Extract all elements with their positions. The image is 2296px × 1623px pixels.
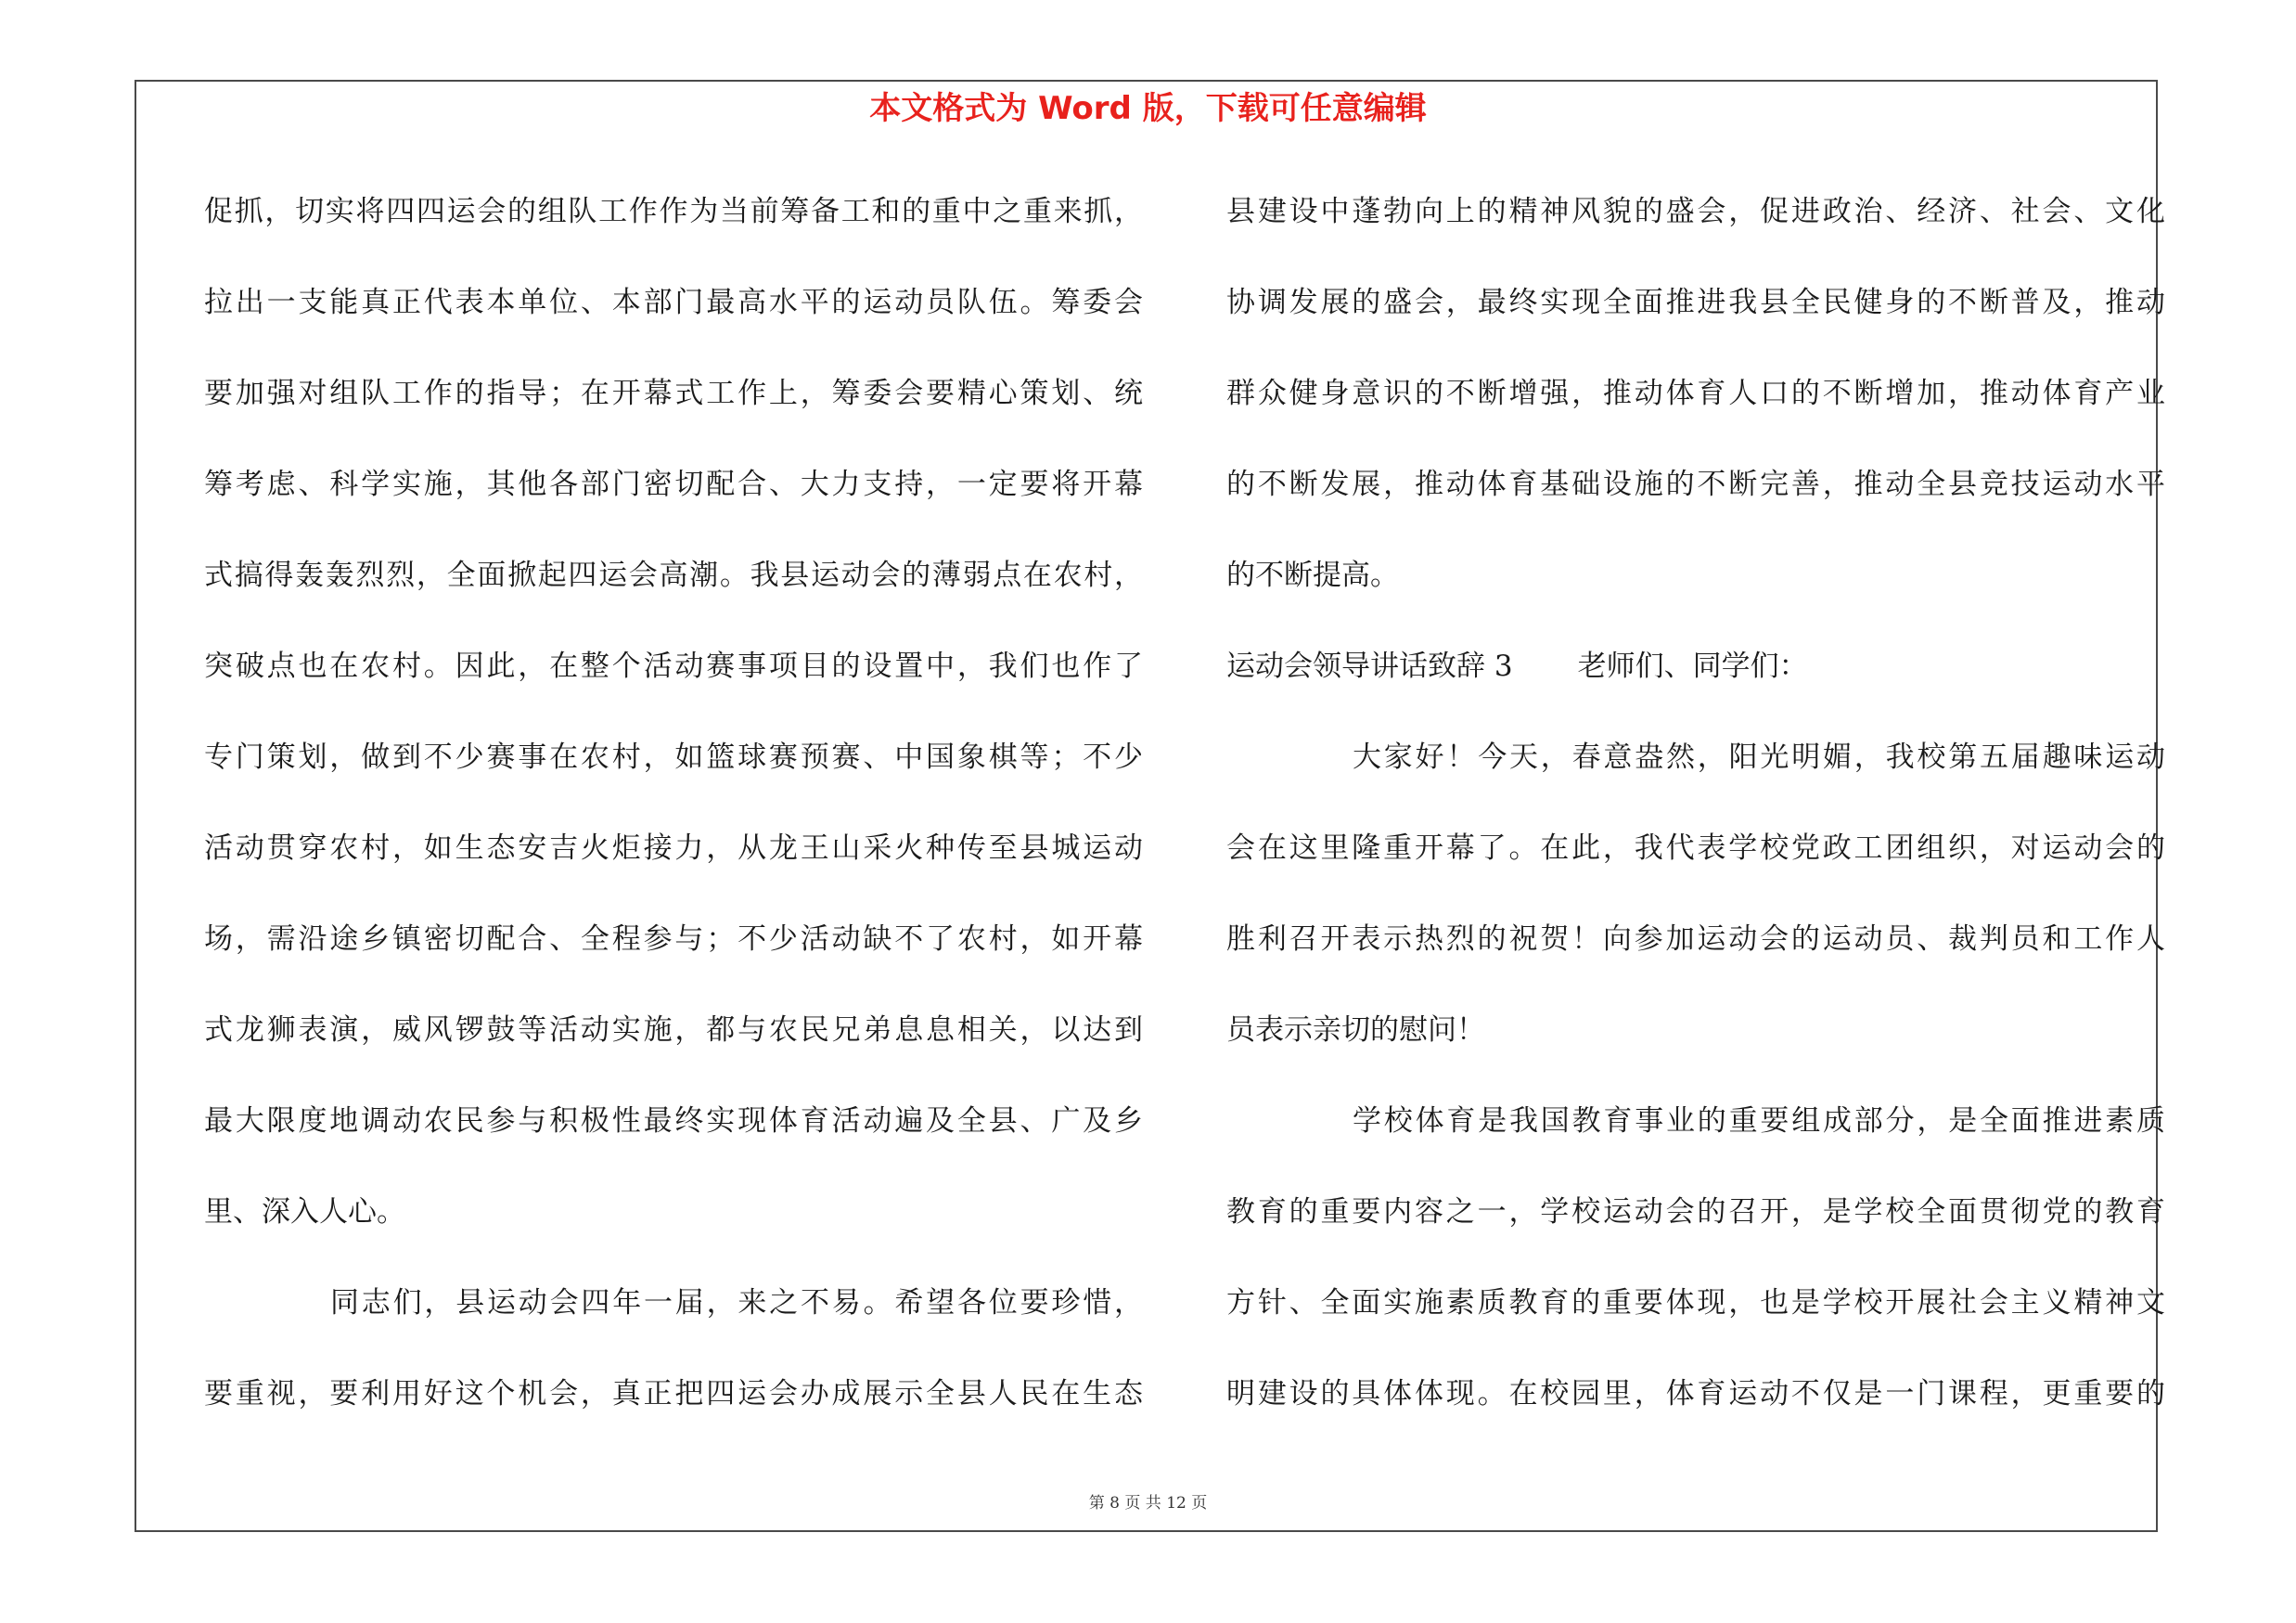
text-line: 教育的重要内容之一，学校运动会的召开，是学校全面贯彻党的教育	[1226, 1195, 2165, 1229]
text-line: 促抓，切实将四四运会的组队工作作为当前筹备工和的重中之重来抓，	[204, 195, 1143, 228]
text-line: 式搞得轰轰烈烈，全面掀起四运会高潮。我县运动会的薄弱点在农村，	[204, 559, 1143, 592]
text-line: 要重视，要利用好这个机会，真正把四运会办成展示全县人民在生态	[204, 1377, 1143, 1410]
text-line: 场，需沿途乡镇密切配合、全程参与；不少活动缺不了农村，如开幕	[204, 922, 1143, 956]
text-line: 协调发展的盛会，最终实现全面推进我县全民健身的不断普及，推动	[1226, 286, 2165, 319]
text-line: 会在这里隆重开幕了。在此，我代表学校党政工团组织，对运动会的	[1226, 831, 2165, 865]
speech-title: 运动会领导讲话致辞 3	[1226, 650, 1513, 683]
word-format-notice: 本文格式为 Word 版，下载可任意编辑	[869, 90, 1427, 127]
text-line: 员表示亲切的慰问！	[1226, 1013, 1485, 1047]
text-line: 方针、全面实施素质教育的重要体现，也是学校开展社会主义精神文	[1226, 1286, 2165, 1320]
text-line: 要加强对组队工作的指导；在开幕式工作上，筹委会要精心策划、统	[204, 377, 1143, 410]
text-line: 的不断提高。	[1226, 559, 1399, 592]
speech-greeting: 老师们、同学们：	[1577, 650, 1808, 683]
text-line: 明建设的具体体现。在校园里，体育运动不仅是一门课程，更重要的	[1226, 1377, 2165, 1410]
paragraph-first-line: 大家好！今天，春意盎然，阳光明媚，我校第五届趣味运动	[1353, 741, 2165, 774]
speech-heading-line	[1226, 638, 2165, 729]
text-line: 县建设中蓬勃向上的精神风貌的盛会，促进政治、经济、社会、文化	[1226, 195, 2165, 228]
text-line: 突破点也在农村。因此，在整个活动赛事项目的设置中，我们也作了	[204, 650, 1143, 683]
text-line: 式龙狮表演，威风锣鼓等活动实施，都与农民兄弟息息相关，以达到	[204, 1013, 1143, 1047]
right-text-column	[1226, 184, 2165, 1457]
page-number-footer: 第 8 页 共 12 页	[1088, 1494, 1208, 1513]
text-line: 筹考虑、科学实施，其他各部门密切配合、大力支持，一定要将开幕	[204, 468, 1143, 501]
text-line: 群众健身意识的不断增强，推动体育人口的不断增加，推动体育产业	[1226, 377, 2165, 410]
paragraph-first-line: 同志们，县运动会四年一届，来之不易。希望各位要珍惜，	[330, 1286, 1143, 1320]
paragraph-first-line: 学校体育是我国教育事业的重要组成部分，是全面推进素质	[1353, 1104, 2165, 1138]
text-line: 活动贯穿农村，如生态安吉火炬接力，从龙王山采火种传至县城运动	[204, 831, 1143, 865]
left-text-column	[204, 184, 1143, 1457]
text-line: 里、深入人心。	[204, 1195, 405, 1229]
text-line: 胜利召开表示热烈的祝贺！向参加运动会的运动员、裁判员和工作人	[1226, 922, 2165, 956]
text-line: 拉出一支能真正代表本单位、本部门最高水平的运动员队伍。筹委会	[204, 286, 1143, 319]
text-line: 的不断发展，推动体育基础设施的不断完善，推动全县竞技运动水平	[1226, 468, 2165, 501]
text-line: 专门策划，做到不少赛事在农村，如篮球赛预赛、中国象棋等；不少	[204, 741, 1143, 774]
text-line: 最大限度地调动农民参与积极性最终实现体育活动遍及全县、广及乡	[204, 1104, 1143, 1138]
